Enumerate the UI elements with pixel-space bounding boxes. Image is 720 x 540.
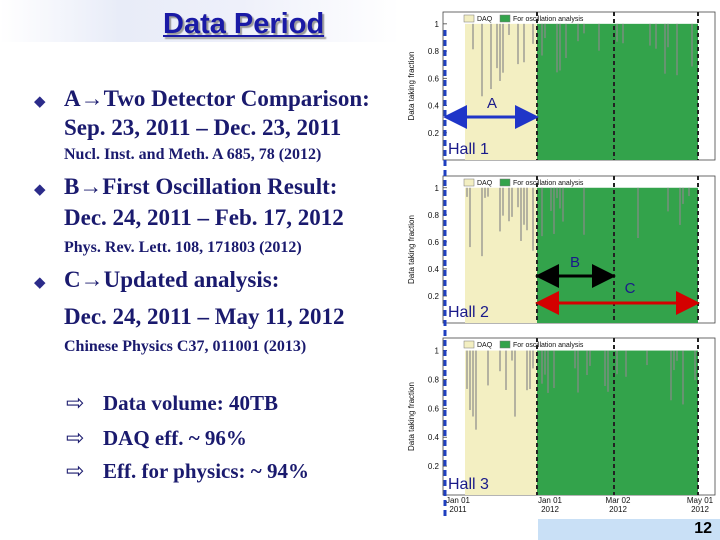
legend-swatch-daq [464,15,474,22]
item-a-heading [64,86,370,112]
x-tick-year: 2012 [609,505,627,514]
right-arrow-icon: → [80,267,104,292]
y-tick-label: 1 [434,183,439,193]
y-tick-label: 0.8 [427,210,439,220]
item-c-label: Updated analysis: [103,267,280,292]
y-axis-label: Data taking fraction [407,215,416,284]
analysis-region [537,24,698,160]
legend-swatch-daq [464,341,474,348]
right-arrow-icon: → [79,174,103,199]
bullet-icon: ◆ [34,275,46,291]
item-a-label: Two Detector Comparison: [103,86,370,111]
item-b-letter: B [64,174,80,199]
hall-label: Hall 2 [448,304,489,321]
y-tick-label: 0.4 [427,264,439,274]
x-tick-year: 2011 [449,505,467,514]
y-tick-label: 0.8 [427,47,439,57]
item-c-dates: Dec. 24, 2011 – May 11, 2012 [64,304,345,329]
sub-item-daq-eff: DAQ eff. ~ 96% [103,426,247,450]
y-tick-label: 1 [434,19,439,29]
item-c-ref: Chinese Physics C37, 011001 (2013) [64,338,307,355]
legend-label-analysis: For oscillation analysis [513,342,584,349]
y-tick-label: 0.2 [427,128,439,138]
panel-1 [407,12,715,160]
page-number-bar [538,519,720,540]
legend-swatch-daq [464,179,474,186]
hollow-arrow-icon: ⇨ [66,458,85,483]
bullet-icon: ◆ [34,182,46,198]
item-b-dates: Dec. 24, 2011 – Feb. 17, 2012 [64,205,344,230]
item-b-ref: Phys. Rev. Lett. 108, 171803 (2012) [64,239,302,256]
hollow-arrow-icon: ⇨ [66,425,85,450]
y-tick-label: 0.4 [427,433,439,443]
legend-swatch-analysis [500,179,510,186]
panel-2 [407,176,715,323]
period-a-label: A [486,95,498,112]
y-axis-label: Data taking fraction [407,51,416,121]
legend-label-daq: DAQ [477,180,493,187]
x-tick-date: Jan 01 [445,496,471,505]
y-tick-label: 0.8 [427,375,439,385]
legend-label-analysis: For oscillation analysis [513,16,584,23]
y-tick-label: 0.2 [427,291,439,301]
x-tick-year: 2012 [541,505,559,514]
hollow-arrow-icon: ⇨ [66,390,85,415]
legend-swatch-analysis [500,341,510,348]
y-tick-label: 0.6 [427,74,439,84]
y-tick-label: 0.2 [427,462,439,472]
hall-label: Hall 1 [448,141,489,158]
item-c-heading [64,267,279,293]
hall-label: Hall 3 [448,476,489,493]
y-tick-label: 0.6 [427,237,439,247]
y-tick-label: 1 [434,346,439,356]
legend-label-daq: DAQ [477,342,493,349]
item-c-letter: C [64,267,81,292]
page-title: Data Period [163,8,325,40]
item-a-letter: A [64,86,81,111]
y-tick-label: 0.6 [427,404,439,414]
page-number: 12 [694,520,712,537]
legend-swatch-analysis [500,15,510,22]
item-b-heading [64,174,337,200]
item-b-label: First Oscillation Result: [102,174,338,199]
x-tick-year: 2012 [691,505,709,514]
panel-3 [407,338,715,495]
y-axis-label: Data taking fraction [407,382,416,451]
period-c-label: C [624,280,636,297]
legend-label-analysis: For oscillation analysis [513,180,584,187]
chart-svg [400,0,720,520]
legend-label-daq: DAQ [477,16,493,23]
y-tick-label: 0.4 [427,101,439,111]
daq-region [465,24,537,160]
sub-item-data-volume: Data volume: 40TB [103,391,278,415]
x-tick-date: Jan 01 [537,496,563,505]
x-tick-date: May 01 [686,496,714,505]
daq-region [465,188,537,323]
data-taking-chart [400,0,720,520]
item-a-dates: Sep. 23, 2011 – Dec. 23, 2011 [64,115,342,140]
item-a-ref: Nucl. Inst. and Meth. A 685, 78 (2012) [64,146,322,163]
sub-item-physics-eff: Eff. for physics: ~ 94% [103,459,309,483]
x-tick-date: Mar 02 [605,496,631,505]
period-b-label: B [569,254,581,271]
right-arrow-icon: → [80,86,104,111]
bullet-icon: ◆ [34,94,46,110]
